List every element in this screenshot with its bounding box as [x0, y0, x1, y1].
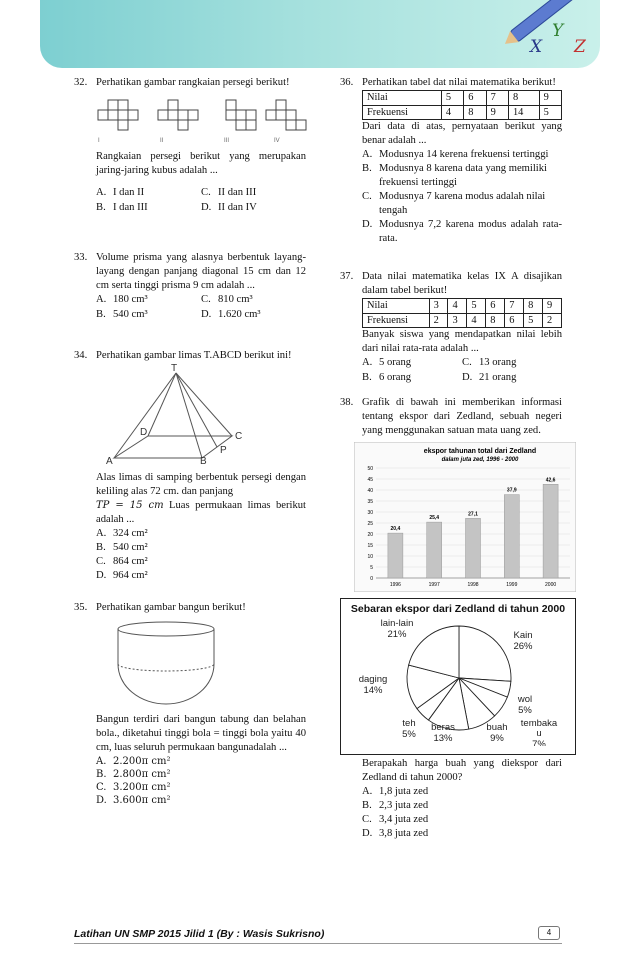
- option-c[interactable]: C. 13 orang: [462, 357, 517, 369]
- options: [96, 186, 306, 215]
- question-text: Perhatikan tabel dat nilai matematika berikut!: [362, 77, 556, 88]
- bar: [388, 533, 403, 578]
- option-c[interactable]: C. 810 cm³: [201, 293, 253, 305]
- option-a[interactable]: A. 324 cm²: [96, 527, 148, 539]
- vertex-label-c: C: [235, 430, 243, 442]
- question-text: Perhatikan gambar limas T.ABCD berikut ini!: [96, 350, 292, 361]
- bar-data-label: 27,1: [468, 511, 478, 518]
- question-number: 38.: [340, 397, 354, 408]
- question-35: [74, 601, 306, 808]
- option-b[interactable]: B. 2.800π cm²: [96, 769, 171, 781]
- left-column: [74, 76, 306, 808]
- bar: [543, 484, 558, 578]
- net-label-ii: II: [160, 137, 164, 144]
- pie-slice-label: buah 9%: [486, 721, 508, 744]
- pyramid-figure: [104, 363, 254, 465]
- option-c[interactable]: C. 3,4 juta zed: [362, 814, 429, 826]
- option-b[interactable]: B. 540 cm²: [96, 541, 148, 553]
- question-text-2: Dari data di atas, pernyataan berikut yang benar adalah ...: [362, 121, 562, 147]
- pie-slice: [459, 626, 511, 681]
- x-tick-label: 1998: [467, 581, 479, 588]
- vertex-label-t: T: [171, 362, 178, 374]
- option-a[interactable]: A. 180 cm³: [96, 293, 148, 305]
- pie-slice-label: tembaka u 7%: [520, 717, 558, 746]
- option-d[interactable]: D. 1.620 cm³: [201, 308, 261, 320]
- options: [362, 148, 562, 246]
- bar: [427, 522, 442, 578]
- question-number: 33.: [74, 252, 88, 263]
- bar-chart-subtitle: dalam juta zed, 1996 - 2000: [441, 456, 519, 463]
- question-32: [74, 76, 306, 251]
- option-b[interactable]: B. 6 orang: [362, 372, 412, 384]
- math-tp: TP = 15 cm: [96, 499, 164, 511]
- option-a[interactable]: A. I dan II: [96, 186, 145, 198]
- pie-chart: [347, 616, 571, 746]
- logo-letter-y: Y: [552, 21, 564, 41]
- question-text-2: Rangkaian persegi berikut yang merupakan jaring-jaring kubus adalah ...: [96, 150, 306, 176]
- bar: [504, 495, 519, 578]
- option-d[interactable]: D. 3,8 juta zed: [362, 828, 429, 840]
- y-tick-label: 35: [367, 498, 373, 505]
- question-text: Volume prisma yang alasnya berbentuk layang-layang dengan panjang diagonal 15 cm dan 12 cm serta tinggi prisma 9 cm adalah ...: [96, 252, 306, 291]
- question-text-2: Banyak siswa yang mendapatkan nilai lebih dari nilai rata-rata adalah ...: [362, 329, 562, 355]
- bar-chart-title: ekspor tahunan total dari Zedland: [423, 447, 537, 455]
- option-c[interactable]: C. 864 cm²: [96, 555, 148, 567]
- pie-title: Sebaran ekspor dari Zedland di tahun 2000: [350, 602, 566, 615]
- question-37: [340, 270, 562, 396]
- option-d[interactable]: D. 964 cm²: [96, 569, 148, 581]
- chart-frame: [354, 442, 576, 592]
- option-b[interactable]: B. I dan III: [96, 201, 148, 213]
- y-tick-label: 0: [370, 575, 373, 582]
- options: [362, 785, 562, 841]
- y-tick-label: 30: [367, 509, 373, 516]
- question-34: [74, 349, 306, 601]
- option-a[interactable]: A. 1,8 juta zed: [362, 786, 429, 798]
- bar: [466, 518, 481, 578]
- question-33: [74, 251, 306, 349]
- question-text-2: Alas limas di samping berbentuk persegi dengan keliling alas 72 cm. dan panjang: [96, 471, 306, 497]
- question-text: Data nilai matematika kelas IX A disajikan dalam tabel berikut!: [362, 271, 562, 296]
- y-tick-label: 45: [367, 476, 373, 483]
- table-row: Nilai 5 6 7 8 9: [363, 90, 562, 105]
- option-a[interactable]: A. Modusnya 14 kerena frekuensi tertinggi: [362, 149, 549, 161]
- y-tick-label: 50: [367, 465, 373, 472]
- y-tick-label: 20: [367, 531, 373, 538]
- x-tick-label: 2000: [545, 581, 557, 588]
- data-table: [362, 90, 562, 120]
- option-c[interactable]: C. Modusnya 7 karena modus adalah nilai tengah: [362, 191, 546, 217]
- pie-slice-label: beras 13%: [431, 721, 455, 744]
- vertex-label-d: D: [140, 426, 148, 438]
- options: [96, 293, 306, 322]
- bar-data-label: 37,9: [506, 487, 517, 494]
- footer-divider: [74, 943, 562, 944]
- pie-chart-box: [340, 598, 576, 756]
- question-text: Perhatikan gambar bangun berikut!: [96, 602, 246, 613]
- question-text: Grafik di bawah ini memberikan informasi tentang ekspor dari Zedland, sebuah negeri yang menggunakan satuan mata uang zed.: [362, 397, 562, 436]
- question-number: 35.: [74, 602, 88, 613]
- option-b[interactable]: B. 540 cm³: [96, 308, 148, 320]
- pie-slice-label: wol 5%: [517, 693, 533, 716]
- cylinder-hemisphere-figure: [106, 619, 226, 709]
- x-tick-label: 1999: [506, 581, 518, 588]
- options: [96, 755, 306, 808]
- question-number: 37.: [340, 271, 354, 282]
- question-text-2: Bangun terdiri dari bangun tabung dan belahan bola., diketahui tinggi bola = tinggi bola yaitu 40 cm, luas seluruh permukaan bangunadalah ...: [96, 713, 306, 753]
- bar-data-label: 42,6: [545, 477, 556, 484]
- x-tick-label: 1996: [389, 581, 401, 588]
- footer-text: Latihan UN SMP 2015 Jilid 1 (By : Wasis Sukrisno): [74, 928, 325, 940]
- question-text-3: TP = 15 cm Luas permukaan limas berikut adalah ...: [96, 499, 306, 525]
- question-text: Perhatikan gambar rangkaian persegi berikut!: [96, 77, 290, 88]
- option-b[interactable]: B. Modusnya 8 karena data yang memiliki frekuensi tertinggi: [362, 163, 547, 189]
- page-number: 4: [538, 926, 560, 940]
- logo-letter-x: X: [530, 37, 543, 57]
- x-tick-label: 1997: [428, 581, 440, 588]
- y-tick-label: 15: [367, 542, 373, 549]
- y-tick-label: 5: [370, 564, 373, 571]
- question-36: [340, 76, 562, 270]
- option-a[interactable]: A. 2.200π cm²: [96, 755, 171, 767]
- right-column: [340, 76, 566, 841]
- pie-slice-label: lain-lain 21%: [380, 617, 414, 640]
- option-c[interactable]: C. 3.200π cm²: [96, 782, 171, 794]
- header-banner: [40, 0, 600, 68]
- cube-nets-figure: [96, 98, 308, 146]
- vertex-label-p: P: [220, 444, 227, 456]
- pie-slice-label: Kain 26%: [513, 629, 533, 652]
- bar-data-label: 20,4: [390, 526, 401, 533]
- bar-data-label: 25,4: [429, 515, 440, 522]
- bar-chart: [354, 442, 576, 592]
- option-a[interactable]: A. 5 orang: [362, 357, 412, 369]
- net-label-iv: IV: [274, 137, 280, 144]
- question-38: [340, 396, 566, 841]
- logo-letter-z: Z: [574, 37, 586, 57]
- options: [362, 356, 562, 385]
- options: [96, 527, 306, 583]
- question-text-2: Berapakah harga buah yang diekspor dari Zedland di tahun 2000?: [362, 758, 562, 784]
- option-b[interactable]: B. 2,3 juta zed: [362, 800, 429, 812]
- pie-slice-label: daging 14%: [358, 673, 388, 696]
- pie-slice-label: teh 5%: [402, 717, 416, 740]
- option-d[interactable]: D. 3.600π cm²: [96, 795, 171, 807]
- table-row: Frekuensi 4 8 9 14 5: [363, 105, 562, 120]
- option-d[interactable]: D. 21 orang: [462, 372, 517, 384]
- table-row: Nilai 3 4 5 6 7 8 9: [363, 298, 562, 313]
- vertex-label-a: A: [106, 455, 113, 465]
- net-label-iii: III: [224, 137, 230, 144]
- vertex-label-b: B: [200, 455, 207, 465]
- question-number: 36.: [340, 77, 354, 88]
- option-d[interactable]: D. Modusnya 7,2 karena modus adalah rata-rata.: [362, 219, 562, 245]
- y-tick-label: 25: [367, 520, 373, 527]
- question-number: 32.: [74, 77, 88, 88]
- option-d[interactable]: D. II dan IV: [201, 201, 257, 213]
- data-table: [362, 298, 562, 328]
- y-tick-label: 10: [367, 553, 373, 560]
- net-label-i: I: [98, 137, 100, 144]
- question-number: 34.: [74, 350, 88, 361]
- y-tick-label: 40: [367, 487, 373, 494]
- option-c[interactable]: C. II dan III: [201, 186, 257, 198]
- table-row: Frekuensi 2 3 4 8 6 5 2: [363, 313, 562, 328]
